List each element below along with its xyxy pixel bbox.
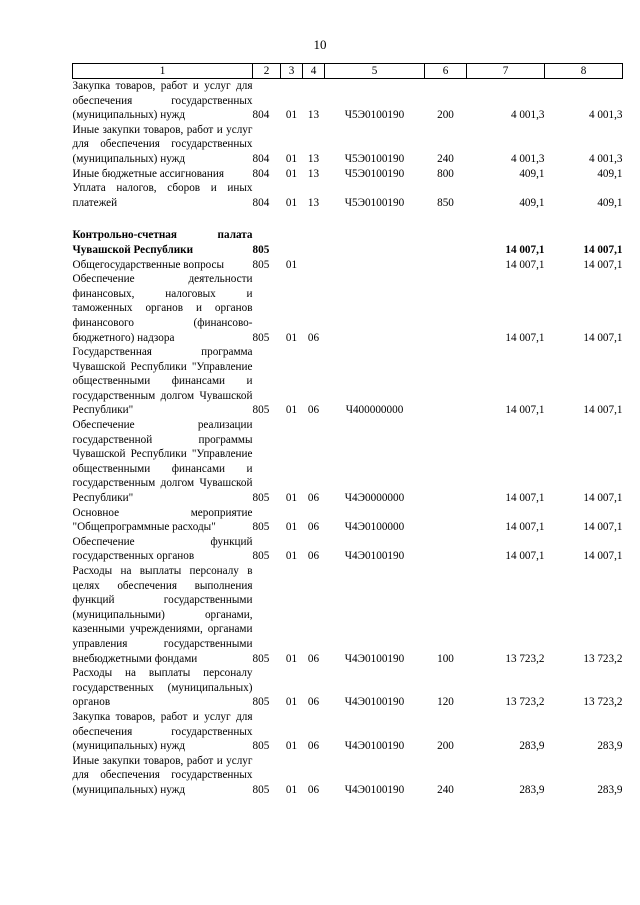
row-name: Общегосударственные вопросы xyxy=(72,258,225,271)
amount-total: 409,1 xyxy=(519,167,545,180)
section-code: 804 xyxy=(252,196,270,209)
target-article: Ч5Э0100190 xyxy=(344,152,405,165)
section-code: 805 xyxy=(252,331,270,344)
amount-total: 13 723,2 xyxy=(505,696,545,709)
column-header-3: 3 xyxy=(281,64,303,79)
expense-type: 850 xyxy=(437,196,454,209)
section-code: 805 xyxy=(252,740,270,753)
header-row xyxy=(73,64,623,79)
row-name: Основное мероприятие "Общепрограммные расходы" xyxy=(72,506,253,534)
table-row xyxy=(73,418,623,506)
row-name: Иные закупки товаров, работ и услуг для обеспечения государственных (муниципальных) нужд xyxy=(72,754,253,796)
budget-table xyxy=(72,63,623,798)
expense-type xyxy=(425,228,467,257)
amount-republican: 409,1 xyxy=(597,167,623,180)
table-row xyxy=(73,228,623,257)
amount-total: 4 001,3 xyxy=(510,109,545,122)
table-row xyxy=(73,506,623,535)
amount-republican: 14 007,1 xyxy=(583,521,623,534)
target-article: Ч4Э0100000 xyxy=(344,521,405,534)
expense-type xyxy=(425,535,467,564)
expense-type: 200 xyxy=(437,109,454,122)
subsubsection-code: 13 xyxy=(307,152,320,165)
section-code: 805 xyxy=(252,492,270,505)
target-article: Ч5Э0100190 xyxy=(344,167,405,180)
row-name: Закупка товаров, работ и услуг для обеспечения государственных (муниципальных) нужд xyxy=(72,710,253,753)
section-code: 804 xyxy=(252,109,270,122)
section-code: 805 xyxy=(252,258,270,271)
target-article: Ч4Э0000000 xyxy=(344,492,405,505)
row-name: Уплата налогов, сборов и иных платежей xyxy=(72,182,253,209)
subsubsection-code: 06 xyxy=(307,740,320,753)
subsection-code: 01 xyxy=(285,404,298,417)
spacer-cell xyxy=(73,210,623,228)
table-row xyxy=(73,535,623,564)
expense-type xyxy=(425,258,467,273)
subsection-code: 01 xyxy=(285,109,298,122)
row-name: Государственная программа Чувашской Республики "Управление общественными финансами и государственным долгом Чувашской Республики" xyxy=(72,346,253,417)
amount-republican: 14 007,1 xyxy=(583,550,623,563)
target-article: Ч4Э0100190 xyxy=(344,740,405,753)
section-code: 805 xyxy=(252,550,270,563)
amount-total: 14 007,1 xyxy=(505,521,545,534)
amount-total: 14 007,1 xyxy=(505,243,545,256)
table-row xyxy=(73,181,623,210)
column-header-2: 2 xyxy=(253,64,281,79)
target-article xyxy=(325,228,425,257)
column-header-7: 7 xyxy=(467,64,545,79)
table-row xyxy=(73,167,623,182)
amount-total: 14 007,1 xyxy=(505,404,545,417)
column-header-5: 5 xyxy=(325,64,425,79)
amount-total: 409,1 xyxy=(519,196,545,209)
section-code: 804 xyxy=(252,167,270,180)
amount-total: 14 007,1 xyxy=(505,258,545,271)
amount-republican: 283,9 xyxy=(597,783,623,796)
target-article: Ч5Э0100190 xyxy=(344,196,405,209)
subsection-code: 01 xyxy=(285,740,298,753)
subsubsection-code: 06 xyxy=(307,652,320,665)
section-code: 805 xyxy=(252,652,270,665)
expense-type xyxy=(425,272,467,345)
amount-republican: 409,1 xyxy=(597,196,623,209)
page-number: 10 xyxy=(313,37,327,52)
row-name: Закупка товаров, работ и услуг для обеспечения государственных (муниципальных) нужд xyxy=(72,80,253,122)
expense-type: 240 xyxy=(437,783,454,796)
subsection-code: 01 xyxy=(285,167,298,180)
target-article xyxy=(325,272,425,345)
table-row xyxy=(73,754,623,798)
subsubsection-code: 06 xyxy=(307,550,320,563)
subsubsection-code: 13 xyxy=(307,109,320,122)
subsection-code xyxy=(281,228,303,257)
subsubsection-code: 06 xyxy=(307,331,320,344)
table-row xyxy=(73,345,623,418)
amount-total: 283,9 xyxy=(519,783,545,796)
target-article: Ч400000000 xyxy=(345,404,404,417)
subsubsection-code: 06 xyxy=(307,696,320,709)
subsection-code: 01 xyxy=(285,152,298,165)
subsection-code: 01 xyxy=(285,331,298,344)
row-name: Иные бюджетные ассигнования xyxy=(72,167,224,180)
table-body xyxy=(73,79,623,798)
table-row xyxy=(73,272,623,345)
row-name: Расходы на выплаты персоналу в целях обеспечения выполнения функций государственными (муниципальными) органами, казенными учреждениями, органами управления государственными внебюджетными фондами xyxy=(72,565,253,665)
column-header-6: 6 xyxy=(425,64,467,79)
column-header-1: 1 xyxy=(73,64,253,79)
table-row xyxy=(73,710,623,754)
target-article xyxy=(325,258,425,273)
table-row xyxy=(73,123,623,167)
target-article: Ч4Э0100190 xyxy=(344,652,405,665)
expense-type xyxy=(425,345,467,418)
section-code: 805 xyxy=(252,696,270,709)
amount-total: 14 007,1 xyxy=(505,331,545,344)
subsubsection-code xyxy=(303,258,325,273)
amount-total: 13 723,2 xyxy=(505,652,545,665)
amount-republican: 14 007,1 xyxy=(583,492,623,505)
amount-republican: 14 007,1 xyxy=(583,258,623,271)
subsubsection-code: 06 xyxy=(307,783,320,796)
section-code: 805 xyxy=(252,783,270,796)
target-article: Ч5Э0100190 xyxy=(344,109,405,122)
row-name: Обеспечение реализации государственной программы Чувашской Республики "Управление общественными финансами и государственным долгом Чувашской Республики" xyxy=(72,419,253,505)
amount-total: 283,9 xyxy=(519,740,545,753)
amount-republican: 14 007,1 xyxy=(583,331,623,344)
subsection-code: 01 xyxy=(285,196,298,209)
amount-republican: 4 001,3 xyxy=(588,152,623,165)
subsection-code: 01 xyxy=(285,696,298,709)
spacer-row xyxy=(73,210,623,228)
expense-type: 100 xyxy=(437,652,454,665)
table-row xyxy=(73,79,623,123)
amount-republican: 283,9 xyxy=(597,740,623,753)
amount-total: 14 007,1 xyxy=(505,550,545,563)
subsubsection-code: 06 xyxy=(307,492,320,505)
table-row xyxy=(73,258,623,273)
target-article: Ч4Э0100190 xyxy=(344,783,405,796)
target-article: Ч4Э0100190 xyxy=(344,696,405,709)
amount-total: 4 001,3 xyxy=(510,152,545,165)
row-name: Обеспечение функций государственных органов xyxy=(72,535,253,563)
subsection-code: 01 xyxy=(285,652,298,665)
amount-republican: 13 723,2 xyxy=(583,652,623,665)
column-header-4: 4 xyxy=(303,64,325,79)
section-code: 804 xyxy=(252,152,270,165)
expense-type xyxy=(425,418,467,506)
amount-total: 14 007,1 xyxy=(505,492,545,505)
section-code: 805 xyxy=(252,243,270,256)
row-name: Иные закупки товаров, работ и услуг для обеспечения государственных (муниципальных) нужд xyxy=(72,123,253,165)
table-row xyxy=(73,564,623,666)
subsection-code: 01 xyxy=(285,258,298,271)
target-article: Ч4Э0100190 xyxy=(344,550,405,563)
subsubsection-code: 13 xyxy=(307,196,320,209)
subsubsection-code: 06 xyxy=(307,404,320,417)
expense-type: 240 xyxy=(437,152,454,165)
expense-type: 200 xyxy=(437,740,454,753)
table-row xyxy=(73,666,623,710)
subsection-code: 01 xyxy=(285,492,298,505)
column-header-8: 8 xyxy=(545,64,623,79)
subsubsection-code: 13 xyxy=(307,167,320,180)
expense-type xyxy=(425,506,467,535)
subsubsection-code xyxy=(303,228,325,257)
row-name: Контрольно-счетная палата Чувашской Республики xyxy=(72,229,253,256)
amount-republican: 14 007,1 xyxy=(583,404,623,417)
section-code: 805 xyxy=(252,521,270,534)
row-name: Расходы на выплаты персоналу государственных (муниципальных) органов xyxy=(72,667,253,709)
subsubsection-code: 06 xyxy=(307,521,320,534)
expense-type: 120 xyxy=(437,696,454,709)
amount-republican: 4 001,3 xyxy=(588,109,623,122)
subsection-code: 01 xyxy=(285,550,298,563)
table-header xyxy=(73,64,623,79)
subsection-code: 01 xyxy=(285,521,298,534)
subsection-code: 01 xyxy=(285,783,298,796)
amount-republican: 14 007,1 xyxy=(583,243,623,256)
row-name: Обеспечение деятельности финансовых, налоговых и таможенных органов и органов финансового (финансово-бюджетного) надзора xyxy=(72,273,253,344)
amount-republican: 13 723,2 xyxy=(583,696,623,709)
section-code: 805 xyxy=(252,404,270,417)
expense-type: 800 xyxy=(437,167,454,180)
